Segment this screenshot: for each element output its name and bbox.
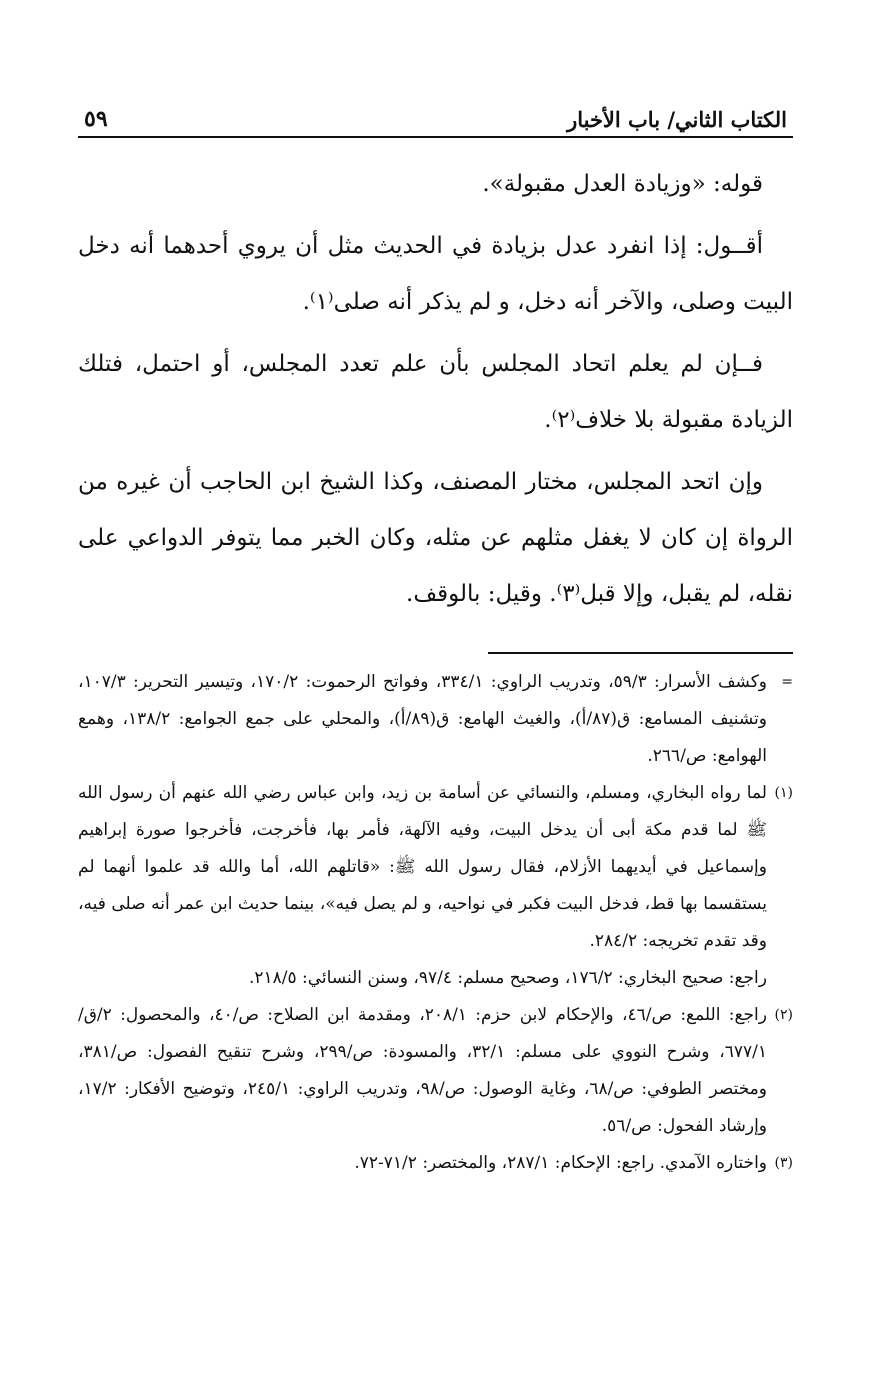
paragraph-3: فــإن لم يعلم اتحاد المجلس بأن علم تعدد المجلس، أو احتمل، فتلك الزيادة مقبولة بلا خلاف⁽٢⁾. [78, 351, 793, 433]
footnote-mark: (٣) [774, 1155, 793, 1171]
footnote-continuation [78, 664, 793, 775]
footnote-3 [78, 1145, 793, 1182]
page-number: ٥٩ [84, 106, 108, 132]
footnote-mark: (١) [774, 785, 793, 801]
running-header [78, 92, 793, 132]
paragraph-2: أقــول: إذا انفرد عدل بزيادة في الحديث مثل أن يروي أحدهما أنه دخل البيت وصلى، والآخر أنه دخل، و لم يذكر أنه صلى⁽١⁾. [78, 233, 793, 315]
paragraph-4: وإن اتحد المجلس، مختار المصنف، وكذا الشيخ ابن الحاجب أن غيره من الرواة إن كان لا يغفل مثلهم عن مثله، وكان الخبر مما يتوفر الدواعي على نقله، لم يقبل، وإلا قبل⁽٣⁾. وقيل: بالوقف. [78, 469, 793, 607]
footnotes [78, 664, 793, 1182]
header-title: الكتاب الثاني/ باب الأخبار [567, 107, 787, 132]
header-rule [78, 136, 793, 138]
footnote-mark: (٢) [774, 1007, 793, 1023]
main-text [78, 156, 793, 622]
footnote-text: وكشف الأسرار: ٥٩/٣، وتدريب الراوي: ٣٣٤/١، وفواتح الرحموت: ١٧٠/٢، وتيسير التحرير: ١٠٧/٣، وتشنيف المسامع: ق(٨٧/أ)، والغيث الهامع: ق(٨٩/أ)، والمحلي على جمع الجوامع: ١٣٨/٢، وهمع الهوامع: ص/٢٦٦. [78, 672, 768, 766]
footnote-mark: = [781, 674, 793, 690]
footnote-text: راجع: اللمع: ص/٤٦، والإحكام لابن حزم: ٢٠٨/١، ومقدمة ابن الصلاح: ص/٤٠، والمحصول: ٢/ق/٦٧٧/١، وشرح النووي على مسلم: ٣٢/١، والمسودة: ص/٢٩٩، وشرح تنقيح الفصول: ص/٣٨١، ومختصر الطوفي: ص/٦٨، وغاية الوصول: ص/٩٨، وتدريب الراوي: ٢٤٥/١، وتوضيح الأفكار: ١٧/٢، وإرشاد الفحول: ص/٥٦. [78, 1005, 767, 1136]
footnote-text: واختاره الآمدي. راجع: الإحكام: ٢٨٧/١، والمختصر: ٧١/٢-٧٢. [354, 1153, 767, 1173]
footnote-separator [488, 652, 793, 654]
document-page [78, 92, 793, 1182]
paragraph-1: قوله: «وزيادة العدل مقبولة». [482, 171, 763, 197]
footnote-2 [78, 997, 793, 1145]
footnote-text: لما رواه البخاري، ومسلم، والنسائي عن أسامة بن زيد، وابن عباس رضي الله عنهم أن رسول الله ﷺ لما قدم مكة أبى أن يدخل البيت، وفيه الآلهة، فأمر بها، فأخرجت، فأخرجوا صورة إبراهيم وإسماعيل في أيديهما الأزلام، فقال رسول الله ﷺ: «قاتلهم الله، أما والله قد علموا أنهما لم يستقسما بها قط، فدخل البيت فكبر في نواحيه، و لم يصل فيه»، بينما حديث ابن عمر أنه صلى فيه، وقد تقدم تخريجه: ٢٨٤/٢. [78, 783, 767, 951]
footnote-1-references: راجع: صحيح البخاري: ١٧٦/٢، وصحيح مسلم: ٩٧/٤، وسنن النسائي: ٢١٨/٥. [248, 968, 767, 988]
footnote-1 [78, 775, 793, 960]
